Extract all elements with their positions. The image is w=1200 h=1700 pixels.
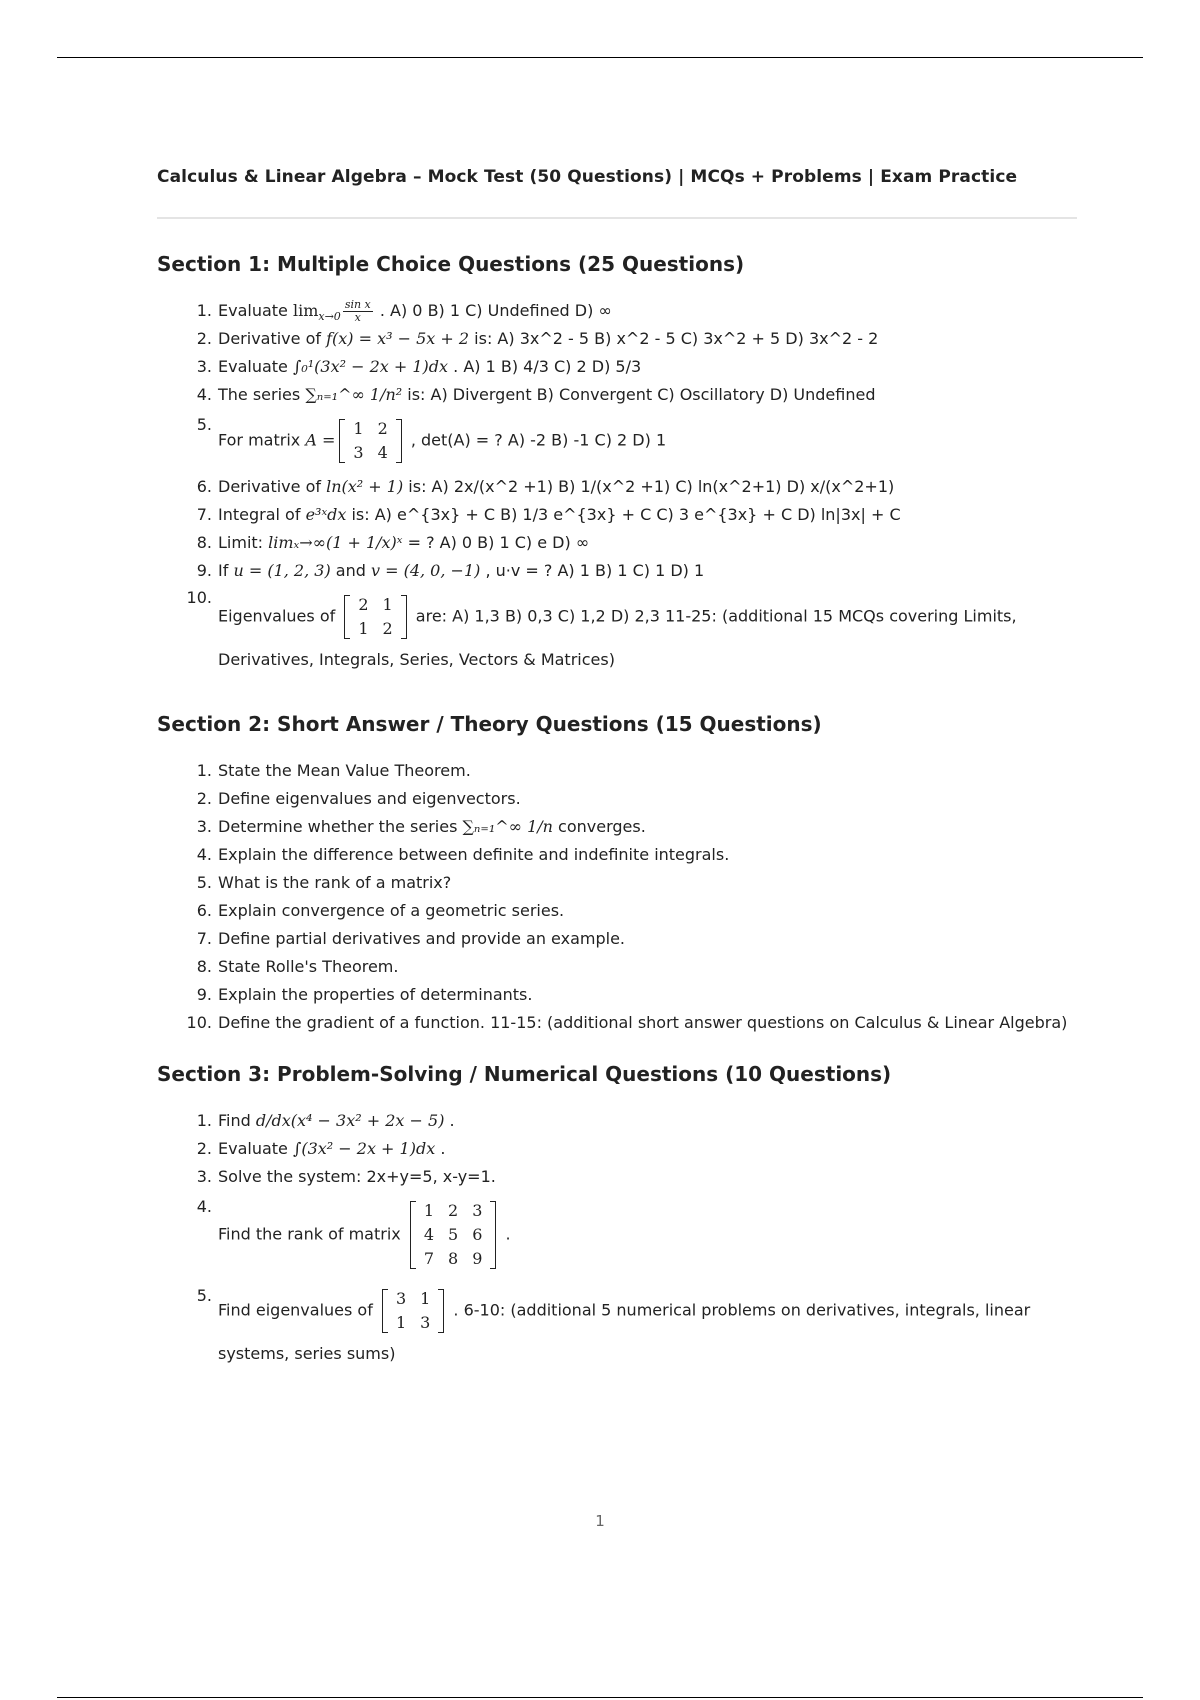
matrix-cell: 1 (353, 419, 364, 438)
list-item: 6. Derivative of ln(x² + 1) is: A) 2x/(x^2 +1) B) 1/(x^2 +1) C) ln(x^2+1) D) x/(x^2+1) (196, 477, 895, 496)
list-item: 5. What is the rank of a matrix? (196, 873, 452, 892)
matrix-cell: 6 (472, 1225, 483, 1244)
fraction: $\frac{\text{sin x}}{x}$ (344, 298, 371, 324)
matrix-cell: 4 (377, 443, 388, 462)
bottom-rule (57, 1697, 1143, 1698)
title-separator (157, 217, 1077, 219)
list-item: 2. Evaluate ∫(3x² − 2x + 1)dx . (196, 1139, 446, 1158)
list-item: 1. Evaluate $\lim_{x\to 0}$ $\frac{\text{sin x}}{x}$ . A) 0 B) 1 C) Undefined D) ∞ (196, 298, 612, 324)
matrix (410, 1199, 497, 1271)
list-item: 5. Find eigenvalues of 3 1 1 3 . 6-10: (additional 5 numerical problems on derivatives, integrals, linear systems, series sums) (196, 1286, 1031, 1363)
list-item: 4. The series ∑ₙ₌₁^∞ 1/n² is: A) Divergent B) Convergent C) Oscillatory D) Undefined (196, 385, 876, 404)
matrix-cell: 3 (353, 443, 364, 462)
matrix-cell: 8 (448, 1249, 459, 1268)
list-item: 8. State Rolle's Theorem. (196, 957, 399, 976)
document-page (157, 162, 1077, 1381)
document-title: Calculus & Linear Algebra – Mock Test (50 Questions) | MCQs + Problems | Exam Practice (157, 167, 1018, 187)
matrix-cell: 3 (420, 1313, 431, 1332)
section-3-heading: Section 3: Problem-Solving / Numerical Questions (10 Questions) (157, 1062, 892, 1086)
list-item: 3. Determine whether the series ∑ₙ₌₁^∞ 1/n converges. (196, 817, 646, 836)
section-2-heading: Section 2: Short Answer / Theory Questions (15 Questions) (157, 712, 822, 736)
matrix-cell: 4 (423, 1225, 435, 1244)
list-item: 10. Eigenvalues of 2 1 1 2 are: A) 1,3 B) 0,3 C) 1,2 D) 2,3 11-25: (additional 15 MCQs covering Limits, Derivatives, Integrals, Series, Vectors & Matrices) (186, 588, 1017, 669)
top-rule (57, 57, 1143, 58)
matrix-cell: 3 (472, 1201, 483, 1220)
list-item: 2. Define eigenvalues and eigenvectors. (196, 789, 521, 808)
list-item: 6. Explain convergence of a geometric series. (196, 901, 565, 920)
matrix-cell: 7 (423, 1249, 435, 1268)
matrix-cell: 1 (420, 1289, 431, 1308)
matrix-cell: 1 (423, 1201, 435, 1220)
list-item: 3. Solve the system: 2x+y=5, x-y=1. (196, 1167, 496, 1186)
list-item: 9. If u = (1, 2, 3) and v = (4, 0, −1) , u·v = ? A) 1 B) 1 C) 1 D) 1 (196, 561, 705, 580)
list-item: 7. Integral of e³ˣdx is: A) e^{3x} + C B) 1/3 e^{3x} + C C) 3 e^{3x} + C D) ln|3x| + C (196, 505, 901, 524)
matrix-cell: 1 (358, 619, 369, 638)
section-3-questions (157, 1107, 1077, 1381)
section-1-heading: Section 1: Multiple Choice Questions (25 Questions) (157, 252, 745, 276)
list-item: 4. Find the rank of matrix 1 2 3 4 5 6 7 8 9 . (157, 1191, 1077, 1279)
matrix-cell: 5 (448, 1225, 459, 1244)
list-item: 5. For matrix A = 1 2 3 4 , det(A) = ? A) -2 B) -1 C) 2 D) 1 (157, 409, 1077, 473)
matrix-cell: 1 (395, 1313, 407, 1332)
matrix-cell: 2 (448, 1201, 459, 1220)
list-item: 1. State the Mean Value Theorem. (196, 761, 471, 780)
list-item: 4. Explain the difference between definite and indefinite integrals. (196, 845, 730, 864)
matrix-cell: 2 (358, 595, 369, 614)
list-item: 9. Explain the properties of determinants. (196, 985, 533, 1004)
matrix-cell: 3 (395, 1289, 407, 1308)
list-item: 7. Define partial derivatives and provide an example. (196, 929, 625, 948)
section-2-questions (157, 757, 1077, 1037)
list-item: 2. Derivative of f(x) = x³ − 5x + 2 is: A) 3x^2 - 5 B) x^2 - 5 C) 3x^2 + 5 D) 3x^2 - 2 (196, 329, 879, 348)
list-item: 10. Define the gradient of a function. 11-15: (additional short answer questions on Calculus & Linear Algebra) (186, 1013, 1068, 1032)
matrix (344, 593, 406, 641)
list-item: 8. Limit: limₓ→∞(1 + 1/x)ˣ = ? A) 0 B) 1 C) e D) ∞ (196, 533, 590, 552)
list-item: 1. Find d/dx(x⁴ − 3x² + 2x − 5) . (196, 1111, 455, 1130)
page-number: 1 (595, 1512, 605, 1530)
list-item: 3. Evaluate ∫₀¹(3x² − 2x + 1)dx . A) 1 B) 4/3 C) 2 D) 5/3 (196, 357, 642, 376)
matrix (382, 1287, 444, 1335)
matrix-cell: 9 (472, 1249, 483, 1268)
matrix (339, 417, 401, 465)
matrix-cell: 2 (377, 419, 388, 438)
section-1-questions (157, 297, 1077, 687)
matrix-cell: 1 (382, 595, 393, 614)
matrix-cell: 2 (382, 619, 393, 638)
